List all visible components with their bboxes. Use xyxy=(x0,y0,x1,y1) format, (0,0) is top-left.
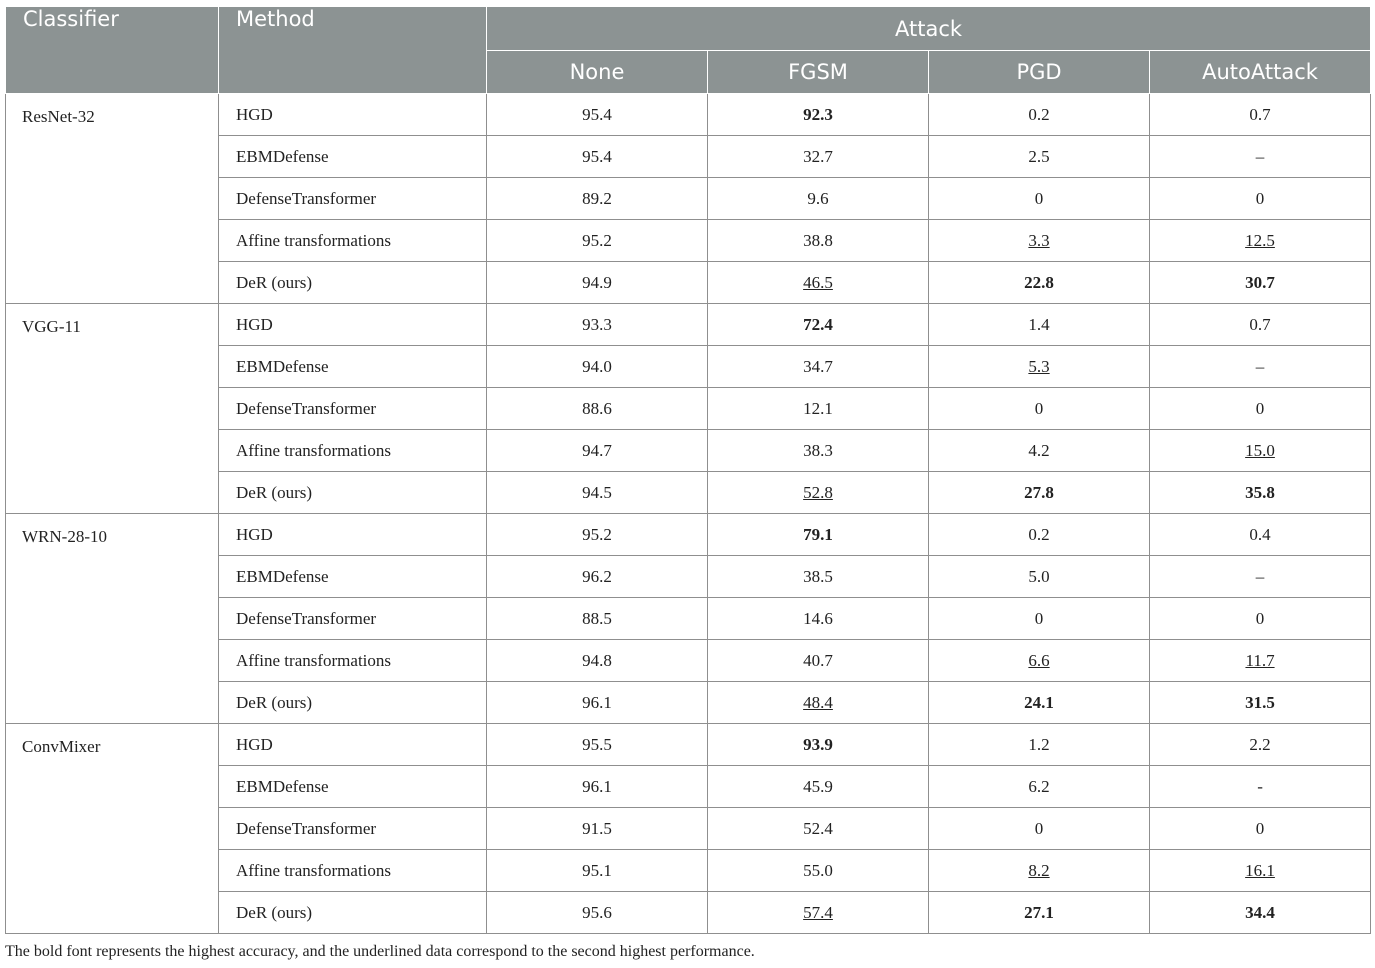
header-attack-autoattack: AutoAttack xyxy=(1150,51,1371,94)
method-cell: HGD xyxy=(219,94,487,136)
value-cell-pgd: 22.8 xyxy=(929,262,1150,304)
value-cell-autoattack: – xyxy=(1150,136,1371,178)
value-cell-none: 94.9 xyxy=(487,262,708,304)
table-row xyxy=(6,94,1371,136)
value-cell-fgsm: 52.4 xyxy=(708,808,929,850)
method-cell: Affine transformations xyxy=(219,220,487,262)
value-cell-autoattack: 0 xyxy=(1150,388,1371,430)
value-cell-none: 88.6 xyxy=(487,388,708,430)
value-cell-autoattack: – xyxy=(1150,556,1371,598)
table-body xyxy=(6,94,1371,934)
value-cell-none: 94.7 xyxy=(487,430,708,472)
method-cell: DefenseTransformer xyxy=(219,178,487,220)
value-cell-pgd: 27.8 xyxy=(929,472,1150,514)
header-method: Method xyxy=(219,7,487,94)
value-cell-autoattack: 0.7 xyxy=(1150,94,1371,136)
value-cell-pgd: 27.1 xyxy=(929,892,1150,934)
value-cell-autoattack xyxy=(1150,640,1371,682)
value-cell-pgd: 1.4 xyxy=(929,304,1150,346)
value-cell-pgd: 0.2 xyxy=(929,94,1150,136)
method-cell: HGD xyxy=(219,514,487,556)
method-cell: HGD xyxy=(219,304,487,346)
classifier-cell: ResNet-32 xyxy=(6,94,219,304)
value-cell-fgsm: 38.8 xyxy=(708,220,929,262)
classifier-cell: WRN-28-10 xyxy=(6,514,219,724)
value-cell-pgd xyxy=(929,640,1150,682)
value-cell-fgsm: 40.7 xyxy=(708,640,929,682)
value-cell-fgsm xyxy=(708,892,929,934)
value-cell-pgd xyxy=(929,346,1150,388)
header-attack-none: None xyxy=(487,51,708,94)
header-attack: Attack xyxy=(487,7,1371,51)
value-cell-none: 96.2 xyxy=(487,556,708,598)
value-cell-none: 95.1 xyxy=(487,850,708,892)
value-cell-fgsm: 93.9 xyxy=(708,724,929,766)
results-table xyxy=(5,6,1371,934)
value-cell-fgsm: 55.0 xyxy=(708,850,929,892)
value-cell-none: 95.6 xyxy=(487,892,708,934)
value-cell-autoattack: 0 xyxy=(1150,808,1371,850)
second-best-value: 57.4 xyxy=(803,902,833,922)
value-cell-none: 94.5 xyxy=(487,472,708,514)
second-best-value: 48.4 xyxy=(803,692,833,712)
value-cell-autoattack: 0.4 xyxy=(1150,514,1371,556)
value-cell-fgsm xyxy=(708,682,929,724)
table-row xyxy=(6,724,1371,766)
second-best-value: 52.8 xyxy=(803,482,833,502)
method-cell: Affine transformations xyxy=(219,430,487,472)
value-cell-autoattack: 31.5 xyxy=(1150,682,1371,724)
value-cell-pgd: 4.2 xyxy=(929,430,1150,472)
classifier-cell: ConvMixer xyxy=(6,724,219,934)
value-cell-pgd: 24.1 xyxy=(929,682,1150,724)
method-cell: DeR (ours) xyxy=(219,682,487,724)
method-cell: DefenseTransformer xyxy=(219,598,487,640)
value-cell-none: 95.2 xyxy=(487,220,708,262)
classifier-cell: VGG-11 xyxy=(6,304,219,514)
method-cell: DefenseTransformer xyxy=(219,808,487,850)
value-cell-fgsm: 32.7 xyxy=(708,136,929,178)
value-cell-none: 95.5 xyxy=(487,724,708,766)
value-cell-fgsm: 38.3 xyxy=(708,430,929,472)
method-cell: DeR (ours) xyxy=(219,892,487,934)
value-cell-fgsm xyxy=(708,472,929,514)
value-cell-pgd xyxy=(929,850,1150,892)
value-cell-pgd: 6.2 xyxy=(929,766,1150,808)
value-cell-autoattack: 0 xyxy=(1150,598,1371,640)
method-cell: DeR (ours) xyxy=(219,262,487,304)
value-cell-none: 94.8 xyxy=(487,640,708,682)
value-cell-none: 94.0 xyxy=(487,346,708,388)
value-cell-fgsm: 9.6 xyxy=(708,178,929,220)
value-cell-autoattack: 0.7 xyxy=(1150,304,1371,346)
value-cell-autoattack: 2.2 xyxy=(1150,724,1371,766)
value-cell-pgd: 0 xyxy=(929,178,1150,220)
value-cell-autoattack xyxy=(1150,430,1371,472)
value-cell-pgd: 0 xyxy=(929,808,1150,850)
second-best-value: 12.5 xyxy=(1245,230,1275,250)
value-cell-fgsm: 72.4 xyxy=(708,304,929,346)
second-best-value: 3.3 xyxy=(1028,230,1050,250)
value-cell-pgd: 0 xyxy=(929,388,1150,430)
method-cell: Affine transformations xyxy=(219,640,487,682)
header-classifier: Classifier xyxy=(6,7,219,94)
value-cell-none: 96.1 xyxy=(487,766,708,808)
value-cell-fgsm: 79.1 xyxy=(708,514,929,556)
value-cell-none: 89.2 xyxy=(487,178,708,220)
second-best-value: 46.5 xyxy=(803,272,833,292)
value-cell-autoattack: 35.8 xyxy=(1150,472,1371,514)
value-cell-autoattack: - xyxy=(1150,766,1371,808)
table-row xyxy=(6,304,1371,346)
value-cell-fgsm: 45.9 xyxy=(708,766,929,808)
table-row xyxy=(6,514,1371,556)
value-cell-fgsm: 12.1 xyxy=(708,388,929,430)
table-footnote: The bold font represents the highest accuracy, and the underlined data correspond to the second highest performance. xyxy=(5,943,755,960)
header-attack-pgd: PGD xyxy=(929,51,1150,94)
value-cell-pgd: 5.0 xyxy=(929,556,1150,598)
method-cell: EBMDefense xyxy=(219,556,487,598)
method-cell: Affine transformations xyxy=(219,850,487,892)
header-attack-fgsm: FGSM xyxy=(708,51,929,94)
value-cell-none: 95.2 xyxy=(487,514,708,556)
value-cell-none: 95.4 xyxy=(487,136,708,178)
value-cell-autoattack: 34.4 xyxy=(1150,892,1371,934)
results-table-container xyxy=(5,6,1370,934)
value-cell-autoattack xyxy=(1150,220,1371,262)
value-cell-pgd: 0.2 xyxy=(929,514,1150,556)
method-cell: EBMDefense xyxy=(219,766,487,808)
value-cell-autoattack: 0 xyxy=(1150,178,1371,220)
value-cell-pgd xyxy=(929,220,1150,262)
second-best-value: 15.0 xyxy=(1245,440,1275,460)
value-cell-pgd: 1.2 xyxy=(929,724,1150,766)
value-cell-fgsm: 34.7 xyxy=(708,346,929,388)
value-cell-fgsm xyxy=(708,262,929,304)
second-best-value: 5.3 xyxy=(1028,356,1050,376)
value-cell-fgsm: 14.6 xyxy=(708,598,929,640)
method-cell: DefenseTransformer xyxy=(219,388,487,430)
value-cell-fgsm: 38.5 xyxy=(708,556,929,598)
second-best-value: 6.6 xyxy=(1028,650,1050,670)
method-cell: HGD xyxy=(219,724,487,766)
table-header xyxy=(6,7,1371,94)
value-cell-none: 88.5 xyxy=(487,598,708,640)
value-cell-autoattack xyxy=(1150,850,1371,892)
second-best-value: 16.1 xyxy=(1245,860,1275,880)
second-best-value: 11.7 xyxy=(1245,650,1275,670)
value-cell-none: 96.1 xyxy=(487,682,708,724)
method-cell: DeR (ours) xyxy=(219,472,487,514)
value-cell-pgd: 0 xyxy=(929,598,1150,640)
value-cell-none: 93.3 xyxy=(487,304,708,346)
value-cell-autoattack: 30.7 xyxy=(1150,262,1371,304)
value-cell-none: 95.4 xyxy=(487,94,708,136)
value-cell-none: 91.5 xyxy=(487,808,708,850)
second-best-value: 8.2 xyxy=(1028,860,1050,880)
value-cell-pgd: 2.5 xyxy=(929,136,1150,178)
method-cell: EBMDefense xyxy=(219,346,487,388)
value-cell-fgsm: 92.3 xyxy=(708,94,929,136)
method-cell: EBMDefense xyxy=(219,136,487,178)
value-cell-autoattack: – xyxy=(1150,346,1371,388)
